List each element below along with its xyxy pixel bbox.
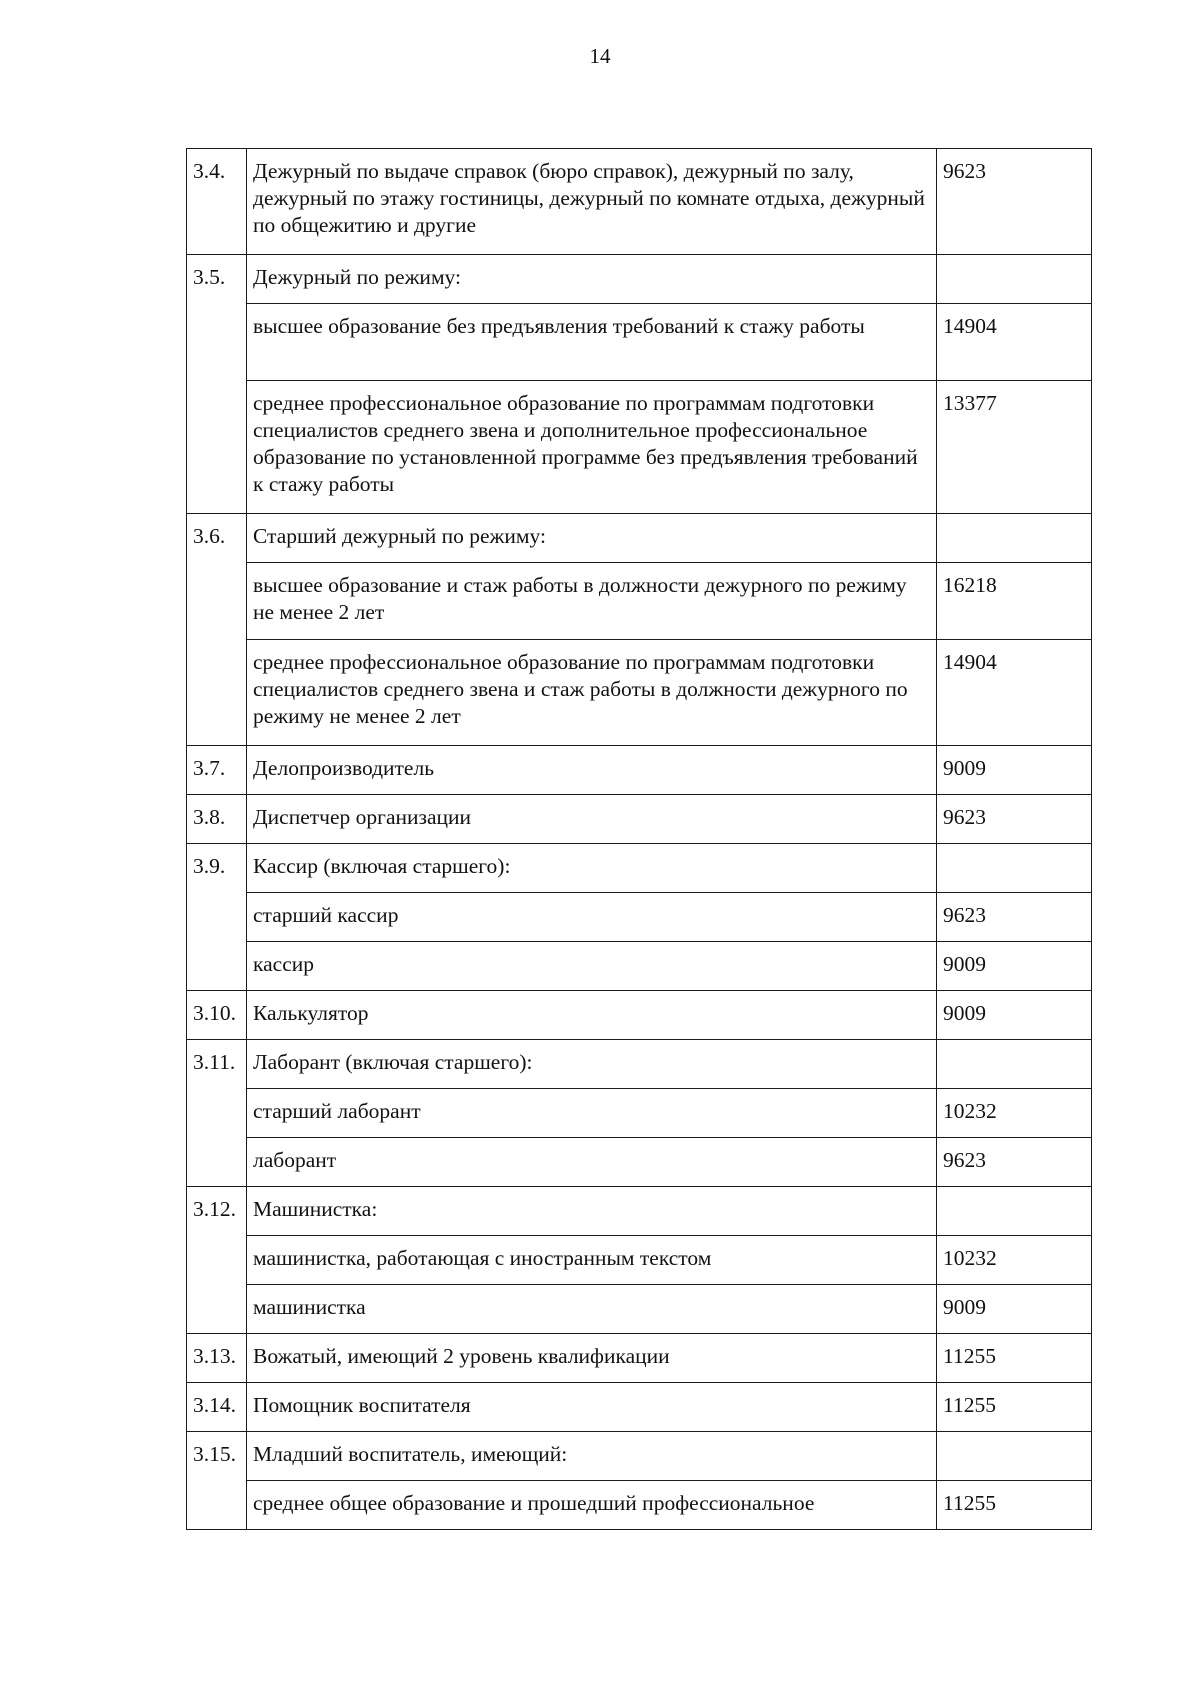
position-description: Старший дежурный по режиму: — [247, 514, 937, 563]
table-row — [187, 1236, 1092, 1285]
row-number: 3.11. — [187, 1040, 247, 1187]
table-row — [187, 746, 1092, 795]
position-description: старший кассир — [247, 893, 937, 942]
table-row — [187, 795, 1092, 844]
salary-value: 9623 — [937, 1138, 1092, 1187]
row-number: 3.15. — [187, 1432, 247, 1530]
salary-table — [186, 148, 1092, 1530]
salary-value: 9623 — [937, 795, 1092, 844]
salary-value: 14904 — [937, 304, 1092, 381]
table-row — [187, 1334, 1092, 1383]
row-number: 3.6. — [187, 514, 247, 746]
table-row — [187, 563, 1092, 640]
position-description: Диспетчер организации — [247, 795, 937, 844]
row-number: 3.10. — [187, 991, 247, 1040]
position-description: среднее профессиональное образование по программам подготовки специалистов среднего звена и дополнительное профессиональное образование по установленной программе без предъявления требований к стажу работы — [247, 381, 937, 514]
table-row — [187, 942, 1092, 991]
position-description: Кассир (включая старшего): — [247, 844, 937, 893]
salary-value: 11255 — [937, 1334, 1092, 1383]
salary-value: 16218 — [937, 563, 1092, 640]
table-row — [187, 381, 1092, 514]
page-number: 14 — [589, 44, 611, 68]
position-description: среднее профессиональное образование по программам подготовки специалистов среднего звена и стаж работы в должности дежурного по режиму не менее 2 лет — [247, 640, 937, 746]
salary-value: 14904 — [937, 640, 1092, 746]
position-description: Машинистка: — [247, 1187, 937, 1236]
position-description: старший лаборант — [247, 1089, 937, 1138]
position-description: Лаборант (включая старшего): — [247, 1040, 937, 1089]
salary-value — [937, 255, 1092, 304]
row-number: 3.8. — [187, 795, 247, 844]
table-row — [187, 1187, 1092, 1236]
table-row — [187, 1285, 1092, 1334]
table-row — [187, 1040, 1092, 1089]
position-description: высшее образование и стаж работы в должности дежурного по режиму не менее 2 лет — [247, 563, 937, 640]
salary-value: 9623 — [937, 893, 1092, 942]
table-row — [187, 640, 1092, 746]
position-description: Младший воспитатель, имеющий: — [247, 1432, 937, 1481]
salary-table-body — [187, 149, 1092, 1530]
row-number: 3.9. — [187, 844, 247, 991]
salary-value: 11255 — [937, 1481, 1092, 1530]
salary-value: 10232 — [937, 1236, 1092, 1285]
salary-value: 9009 — [937, 1285, 1092, 1334]
table-row — [187, 1089, 1092, 1138]
table-row — [187, 1383, 1092, 1432]
table-row — [187, 1138, 1092, 1187]
row-number: 3.12. — [187, 1187, 247, 1334]
table-row — [187, 1432, 1092, 1481]
table-row — [187, 304, 1092, 381]
table-row — [187, 991, 1092, 1040]
position-description: Помощник воспитателя — [247, 1383, 937, 1432]
salary-value: 13377 — [937, 381, 1092, 514]
salary-value — [937, 1040, 1092, 1089]
position-description: лаборант — [247, 1138, 937, 1187]
position-description: среднее общее образование и прошедший профессиональное — [247, 1481, 937, 1530]
salary-value: 9009 — [937, 991, 1092, 1040]
table-row — [187, 255, 1092, 304]
table-row — [187, 893, 1092, 942]
table-row — [187, 1481, 1092, 1530]
position-description: машинистка — [247, 1285, 937, 1334]
salary-value — [937, 514, 1092, 563]
salary-value: 9009 — [937, 746, 1092, 795]
salary-value: 11255 — [937, 1383, 1092, 1432]
table-row — [187, 844, 1092, 893]
table-row — [187, 514, 1092, 563]
salary-value: 10232 — [937, 1089, 1092, 1138]
salary-value: 9623 — [937, 149, 1092, 255]
salary-value: 9009 — [937, 942, 1092, 991]
position-description: Делопроизводитель — [247, 746, 937, 795]
row-number: 3.13. — [187, 1334, 247, 1383]
position-description: Калькулятор — [247, 991, 937, 1040]
row-number: 3.14. — [187, 1383, 247, 1432]
position-description: Дежурный по режиму: — [247, 255, 937, 304]
salary-value — [937, 844, 1092, 893]
row-number: 3.7. — [187, 746, 247, 795]
salary-value — [937, 1432, 1092, 1481]
row-number: 3.5. — [187, 255, 247, 514]
position-description: кассир — [247, 942, 937, 991]
position-description: Дежурный по выдаче справок (бюро справок), дежурный по залу, дежурный по этажу гостиницы, дежурный по комнате отдыха, дежурный по общежитию и другие — [247, 149, 937, 255]
position-description: Вожатый, имеющий 2 уровень квалификации — [247, 1334, 937, 1383]
salary-value — [937, 1187, 1092, 1236]
position-description: машинистка, работающая с иностранным текстом — [247, 1236, 937, 1285]
row-number: 3.4. — [187, 149, 247, 255]
position-description: высшее образование без предъявления требований к стажу работы — [247, 304, 937, 381]
table-row — [187, 149, 1092, 255]
